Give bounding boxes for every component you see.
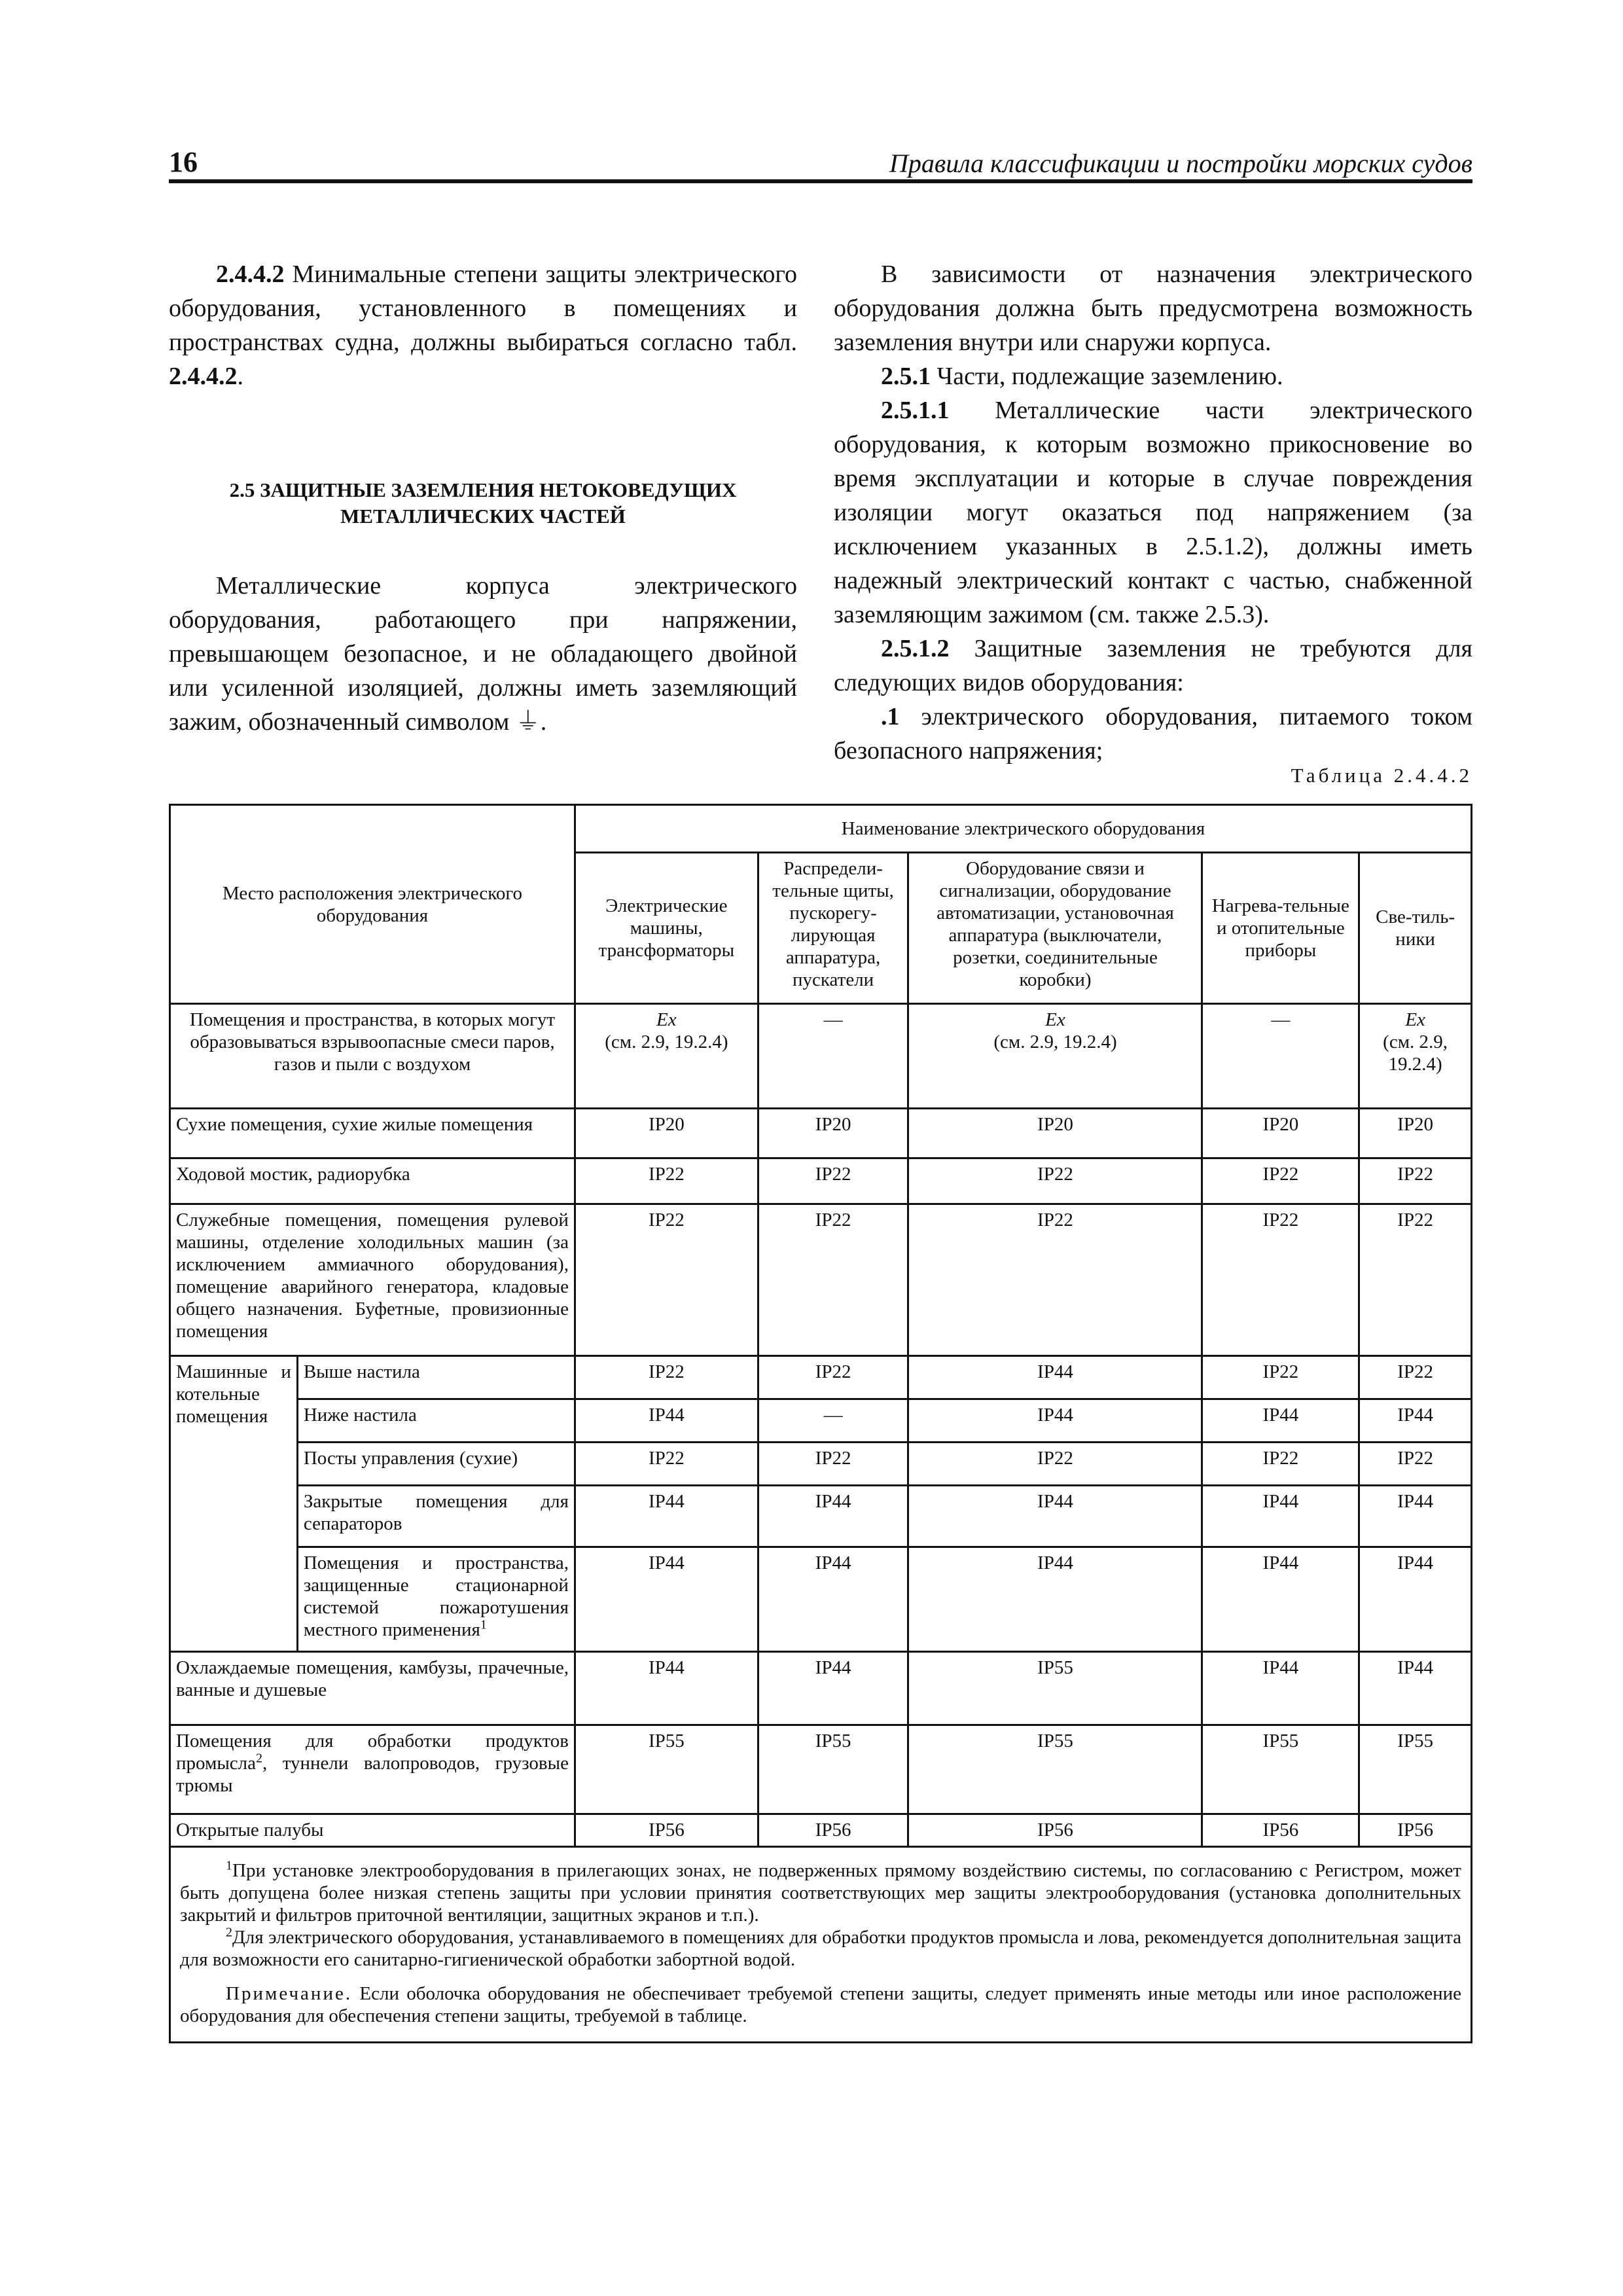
clause-number: 2.5.1 (881, 363, 931, 390)
table-row (170, 1443, 1472, 1486)
table-cell: IP20 (575, 1109, 758, 1158)
footnote-mark: 1 (226, 1858, 232, 1873)
left-column (169, 257, 797, 739)
table-cell: IP55 (1202, 1725, 1359, 1814)
clause-text: Минимальные степени защиты электрического оборудования, установленного в помещениях и пространствах судна, должны выбираться согласно табл. (169, 260, 797, 356)
clause-number: 2.5.1.2 (881, 635, 950, 662)
table-cell: IP44 (908, 1356, 1202, 1399)
page-header (169, 145, 1472, 179)
row-label-text: Помещения для обработки продуктов промысла (176, 1731, 569, 1774)
table-cell: IP56 (1359, 1814, 1472, 1847)
item-number: .1 (881, 703, 900, 730)
table-cell: IP44 (1359, 1486, 1472, 1547)
note-label: Примечание. (226, 1983, 353, 2004)
table-cell: IP22 (758, 1204, 908, 1356)
running-title: Правила классификации и постройки морских судов (889, 149, 1472, 178)
section-heading: 2.5 ЗАЩИТНЫЕ ЗАЗЕМЛЕНИЯ НЕТОКОВЕДУЩИХ МЕТАЛЛИЧЕСКИХ ЧАСТЕЙ (229, 478, 737, 528)
table-cell (575, 1004, 758, 1109)
row-label: Открытые палубы (170, 1814, 575, 1847)
table-row (170, 1204, 1472, 1356)
paragraph-2-5-1-2 (834, 632, 1472, 700)
table-cell: IP55 (758, 1725, 908, 1814)
column-header: Распредели-тельные щиты, пускорегу-лирующая аппаратура, пускатели (758, 853, 908, 1004)
table-cell: IP22 (575, 1443, 758, 1486)
table-cell: IP56 (1202, 1814, 1359, 1847)
table-cell: IP56 (575, 1814, 758, 1847)
right-column (834, 257, 1472, 768)
table-cell: IP22 (758, 1356, 908, 1399)
table-cell: IP44 (1359, 1547, 1472, 1652)
table-cell: IP55 (1359, 1725, 1472, 1814)
protection-degrees-table (169, 804, 1472, 2043)
table-cell: IP22 (1359, 1356, 1472, 1399)
location-header: Место расположения электрического оборудования (170, 805, 575, 1004)
table-row (170, 1399, 1472, 1443)
table-cell: IP44 (1202, 1652, 1359, 1725)
table-cell: IP22 (908, 1158, 1202, 1204)
row-label: Посты управления (сухие) (297, 1443, 575, 1486)
table-cell: IP20 (758, 1109, 908, 1158)
table-notes-row (170, 1847, 1472, 2043)
row-label-text: , туннели валопроводов, грузовые трюмы (176, 1753, 569, 1796)
note-text: Если оболочка оборудования не обеспечивает требуемой степени защиты, следует применять иные методы или иное расположение оборудования для обеспечения степени защиты, требуемой в таблице. (180, 1983, 1461, 2026)
cell-reference: (см. 2.9, 19.2.4) (993, 1031, 1117, 1052)
table-cell: IP22 (1202, 1204, 1359, 1356)
clause-title: Части, подлежащие заземлению. (931, 363, 1283, 390)
table-cell: IP44 (575, 1399, 758, 1443)
table-row (170, 1725, 1472, 1814)
table-cell: IP20 (908, 1109, 1202, 1158)
table-row (170, 1158, 1472, 1204)
table-cell: IP22 (1359, 1158, 1472, 1204)
table-cell: IP44 (758, 1547, 908, 1652)
table-cell: IP22 (575, 1158, 758, 1204)
table-cell: — (1202, 1004, 1359, 1109)
footnote-ref: 1 (480, 1617, 487, 1632)
table-caption: Таблица 2.4.4.2 (1291, 764, 1472, 787)
table-row (170, 1109, 1472, 1158)
row-label-text: Помещения и пространства, защищенные стационарной системой пожаротушения местного применения (303, 1552, 569, 1640)
table-note (180, 1982, 1461, 2027)
list-item-1 (834, 700, 1472, 768)
table-cell: IP44 (1359, 1399, 1472, 1443)
footnote-mark: 2 (226, 1925, 232, 1940)
table-cell: IP44 (758, 1652, 908, 1725)
footnote-text: Для электрического оборудования, устанавливаемого в помещениях для обработки продуктов промысла и лова, рекомендуется дополнительная защита для возможности его санитарно-гигиенической обработки забортной водой. (180, 1927, 1461, 1970)
table-notes (170, 1847, 1472, 2043)
table-cell: IP44 (575, 1486, 758, 1547)
clause-end: . (237, 363, 243, 390)
table-cell: IP22 (908, 1204, 1202, 1356)
cell-reference: (см. 2.9, 19.2.4) (605, 1031, 728, 1052)
table-cell: IP44 (908, 1486, 1202, 1547)
row-label: Ходовой мостик, радиорубка (170, 1158, 575, 1204)
page-number: 16 (169, 146, 198, 178)
ex-marking: Ex (1045, 1009, 1065, 1030)
table-cell: IP44 (575, 1652, 758, 1725)
table-row (170, 1356, 1472, 1399)
table-cell: IP56 (758, 1814, 908, 1847)
clause-text: Защитные заземления не требуются для следующих видов оборудования: (834, 635, 1472, 696)
table-row (170, 1814, 1472, 1847)
table-cell: IP44 (758, 1486, 908, 1547)
column-header: Нагрева-тельные и отопительные приборы (1202, 853, 1359, 1004)
table-header-row (170, 805, 1472, 853)
machinery-group-label: Машинные и котельные помещения (170, 1356, 298, 1652)
footnote-2 (180, 1926, 1461, 1971)
table-cell: IP44 (1202, 1486, 1359, 1547)
row-label: Закрытые помещения для сепараторов (297, 1486, 575, 1547)
table-cell: IP22 (1359, 1204, 1472, 1356)
table-cell: IP22 (1359, 1443, 1472, 1486)
table-row (170, 1652, 1472, 1725)
column-header: Све-тиль-ники (1359, 853, 1472, 1004)
equipment-header: Наименование электрического оборудования (575, 805, 1471, 853)
header-rule (169, 179, 1472, 183)
row-label: Служебные помещения, помещения рулевой машины, отделение холодильных машин (за исключением аммиачного оборудования), помещение аварийного генератора, кладовые общего назначения. Буфетные, провизионные помещения (170, 1204, 575, 1356)
clause-number: 2.4.4.2 (216, 260, 285, 288)
ex-marking: Ex (1405, 1009, 1425, 1030)
row-label: Охлаждаемые помещения, камбузы, прачечные, ванные и душевые (170, 1652, 575, 1725)
table-cell: — (758, 1004, 908, 1109)
table-cell: IP55 (908, 1725, 1202, 1814)
table-cell: IP22 (575, 1356, 758, 1399)
table-cell: IP22 (758, 1443, 908, 1486)
footnote-text: При установке электрооборудования в прилегающих зонах, не подверженных прямому воздействию системы, по согласованию с Регистром, может быть допущена более низкая степень защиты при условии принятия соответствующих мер защиты электрооборудования (установка дополнительных закрытий и фильтров приточной вентиляции, защитных экранов и т.п.). (180, 1860, 1461, 1926)
table-cell (1359, 1004, 1472, 1109)
table-cell: IP44 (908, 1399, 1202, 1443)
table-cell: IP56 (908, 1814, 1202, 1847)
table-cell: IP22 (908, 1443, 1202, 1486)
table-cell (908, 1004, 1202, 1109)
table-cell: IP44 (1202, 1547, 1359, 1652)
footnote-ref: 2 (256, 1751, 263, 1766)
table-cell: IP44 (908, 1547, 1202, 1652)
table-row (170, 1547, 1472, 1652)
cell-reference: (см. 2.9, 19.2.4) (1383, 1031, 1448, 1075)
table-cell: IP44 (1202, 1399, 1359, 1443)
clause-number: 2.5.1.1 (881, 397, 950, 424)
clause-text: Металлические части электрического оборудования, к которым возможно прикосновение во время эксплуатации и которые в случае повреждения изоляции могут оказаться под напряжением (за исключением указанных в 2.5.1.2), должны иметь надежный электрический контакт с частью, снабженной заземляющим зажимом (см. также 2.5.3). (834, 397, 1472, 628)
paragraph-2-5-1 (834, 359, 1472, 393)
table-cell: IP44 (1359, 1652, 1472, 1725)
column-header: Электрические машины, трансформаторы (575, 853, 758, 1004)
table-cell: IP22 (758, 1158, 908, 1204)
table-cell: IP55 (575, 1725, 758, 1814)
table-cell: — (758, 1399, 908, 1443)
ex-marking: Ex (656, 1009, 677, 1030)
row-label (297, 1547, 575, 1652)
table-reference: 2.4.4.2 (169, 363, 238, 390)
table-cell: IP20 (1202, 1109, 1359, 1158)
paragraph-2-5-1-1 (834, 393, 1472, 632)
row-label: Ниже настила (297, 1399, 575, 1443)
table-row (170, 1486, 1472, 1547)
table-cell: IP22 (1202, 1356, 1359, 1399)
row-label (170, 1725, 575, 1814)
table-cell: IP20 (1359, 1109, 1472, 1158)
table-cell: IP22 (575, 1204, 758, 1356)
table-cell: IP44 (575, 1547, 758, 1652)
paragraph-2-4-4-2 (169, 257, 797, 393)
table-row (170, 1004, 1472, 1109)
footnote-1 (180, 1859, 1461, 1926)
item-text: электрического оборудования, питаемого током безопасного напряжения; (834, 703, 1472, 764)
row-label: Помещения и пространства, в которых могут образовываться взрывоопасные смеси паров, газов и пыли с воздухом (170, 1004, 575, 1109)
row-label: Сухие помещения, сухие жилые помещения (170, 1109, 575, 1158)
table-cell: IP22 (1202, 1158, 1359, 1204)
paragraph-metal-housings: Металлические корпуса электрического оборудования, работающего при напряжении, превышающем безопасное, и не обладающего двойной или усиленной изоляцией, должны иметь заземляющий зажим, обозначенный символом ⏚. (169, 572, 797, 736)
paragraph-purpose: В зависимости от назначения электрического оборудования должна быть предусмотрена возможность заземления внутри или снаружи корпуса. (834, 260, 1472, 356)
table-cell: IP55 (908, 1652, 1202, 1725)
row-label: Выше настила (297, 1356, 575, 1399)
table-cell: IP22 (1202, 1443, 1359, 1486)
column-header: Оборудование связи и сигнализации, оборудование автоматизации, установочная аппаратура (выключатели, розетки, соединительные коробки) (908, 853, 1202, 1004)
